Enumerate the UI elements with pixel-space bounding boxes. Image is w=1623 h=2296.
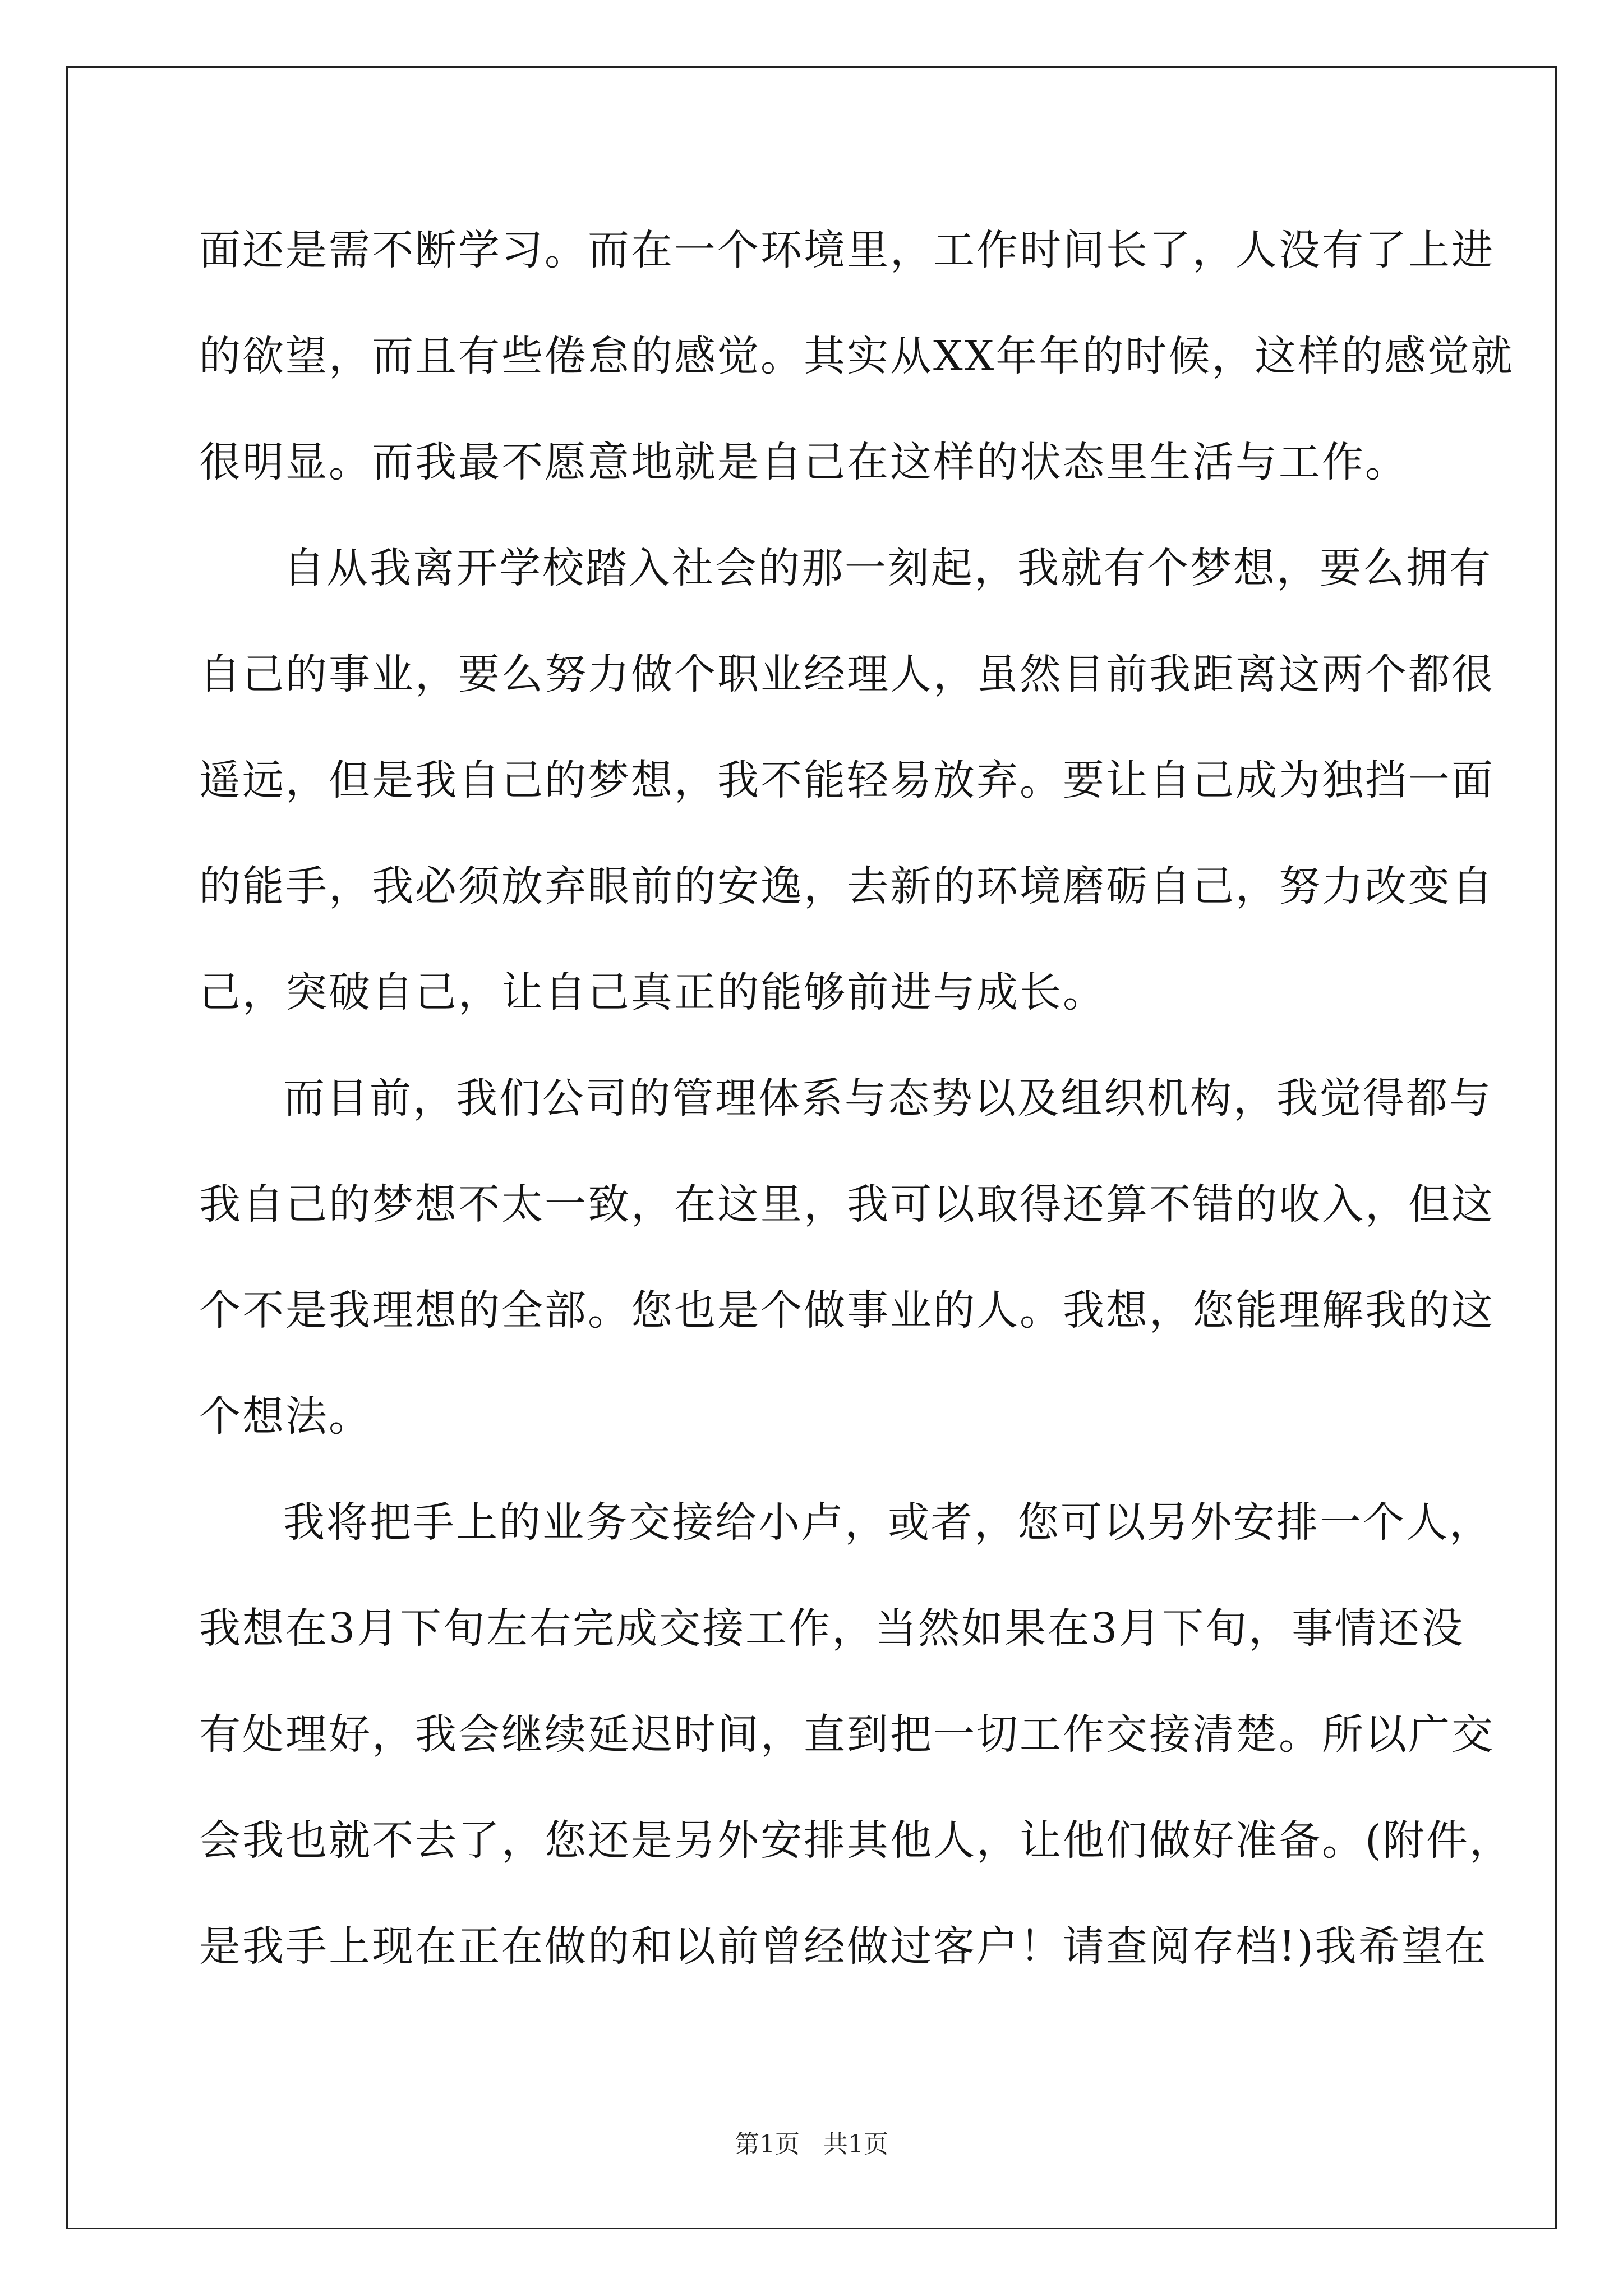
text-line: 我自己的梦想不太一致，在这里，我可以取得还算不错的收入，但这 [199,1180,1495,1228]
text-line: 面还是需不断学习。而在一个环境里，工作时间长了，人没有了上进 [199,226,1495,274]
paragraph-first-line: 而目前，我们公司的管理体系与态势以及组织机构，我觉得都与 [283,1074,1492,1122]
paragraph-first-line: 自从我离开学校踏入社会的那一刻起，我就有个梦想，要么拥有 [283,544,1492,592]
text-line: 会我也就不去了，您还是另外安排其他人，让他们做好准备。(附件， [199,1816,1513,1865]
text-line: 己，突破自己，让自己真正的能够前进与成长。 [199,968,1106,1016]
text-line: 遥远，但是我自己的梦想，我不能轻易放弃。要让自己成为独挡一面 [199,756,1495,804]
text-line: 我想在3月下旬左右完成交接工作，当然如果在3月下旬，事情还没 [199,1604,1465,1653]
text-line: 的欲望，而且有些倦怠的感觉。其实从XX年年的时候，这样的感觉就 [199,332,1514,380]
text-line: 的能手，我必须放弃眼前的安逸，去新的环境磨砺自己，努力改变自 [199,862,1495,910]
text-line: 自己的事业，要么努力做个职业经理人，虽然目前我距离这两个都很 [199,650,1495,698]
text-line: 个不是我理想的全部。您也是个做事业的人。我想，您能理解我的这 [199,1286,1495,1335]
text-line: 个想法。 [199,1392,372,1441]
page-number-footer: 第1页 共1页 [735,2130,888,2159]
text-line: 有处理好，我会继续延迟时间，直到把一切工作交接清楚。所以广交 [199,1710,1495,1759]
paragraph-first-line: 我将把手上的业务交接给小卢，或者，您可以另外安排一个人， [283,1498,1492,1547]
text-line: 是我手上现在正在做的和以前曾经做过客户！请查阅存档!)我希望在 [199,1922,1488,1971]
text-line: 很明显。而我最不愿意地就是自己在这样的状态里生活与工作。 [199,438,1408,486]
document-body [199,211,1514,2013]
